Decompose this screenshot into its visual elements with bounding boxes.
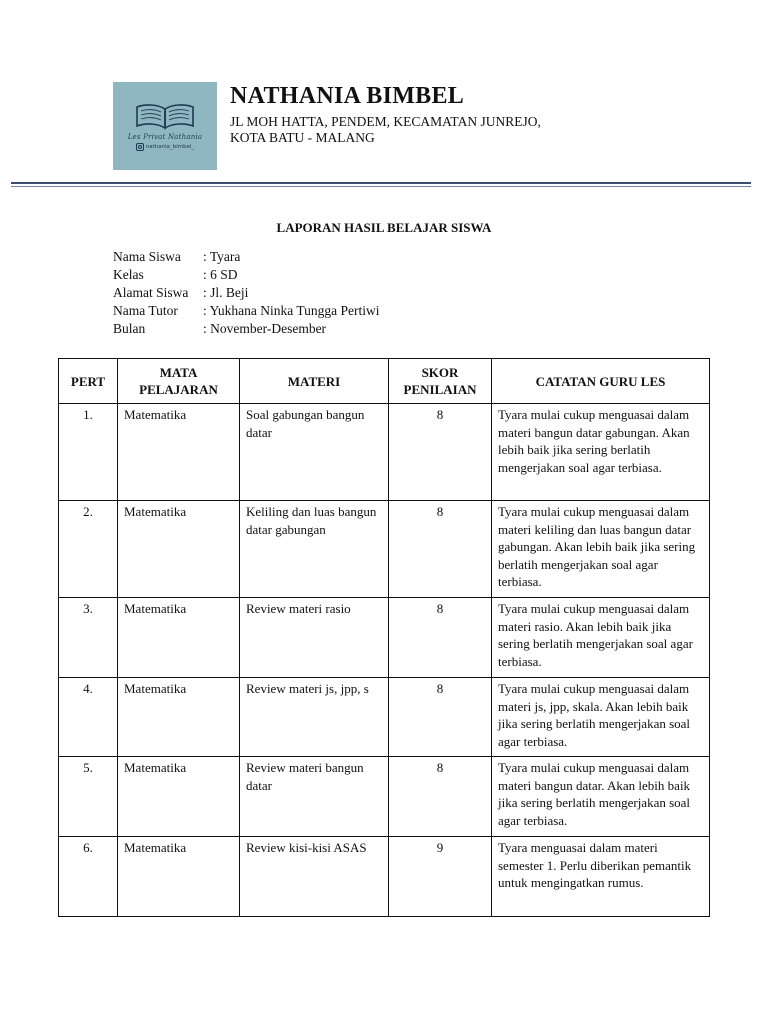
table-row [59,598,710,678]
header-pert: PERT [59,359,118,404]
table-row [59,404,710,501]
cell-subject: Matematika [118,598,240,678]
cell-pert: 5. [59,757,118,837]
cell-materi: Keliling dan luas bangun datar gabungan [240,501,389,598]
info-row-nama-siswa [113,249,380,267]
logo-handle [136,143,195,151]
cell-skor: 8 [389,404,492,501]
info-row-kelas [113,267,380,285]
cell-materi: Review materi js, jpp, s [240,678,389,757]
info-value: : Jl. Beji [203,285,249,300]
org-name: NATHANIA BIMBEL [230,83,465,109]
report-title: LAPORAN HASIL BELAJAR SISWA [276,220,492,235]
cell-skor: 8 [389,757,492,837]
cell-materi: Review materi bangun datar [240,757,389,837]
info-value: : Tyara [203,249,241,264]
header-catatan: CATATAN GURU LES [492,359,710,404]
student-info [113,249,380,339]
table-header-row [59,359,710,404]
header-skor-line1: SKOR [421,365,459,380]
cell-pert: 4. [59,678,118,757]
cell-subject: Matematika [118,404,240,501]
info-label: Bulan [113,321,146,336]
open-book-icon [133,101,197,131]
table-row [59,501,710,598]
cell-catatan: Tyara mulai cukup menguasai dalam materi js, jpp, skala. Akan lebih baik jika sering berlatih mengerjakan soal agar terbiasa. [492,678,710,757]
cell-skor: 9 [389,837,492,917]
cell-catatan: Tyara menguasai dalam materi semester 1. Perlu diberikan pemantik untuk mengingatkan rumus. [492,837,710,917]
info-row-alamat [113,285,380,303]
table-row [59,757,710,837]
header-mata-pelajaran [118,359,240,404]
header-skor-line2: PENILAIAN [403,382,477,397]
cell-pert: 1. [59,404,118,501]
org-address-line1: JL MOH HATTA, PENDEM, KECAMATAN JUNREJO, [230,114,541,129]
info-value: : November-Desember [203,321,327,336]
instagram-icon [136,143,144,151]
info-value: : 6 SD [203,267,238,282]
info-value: : Yukhana Ninka Tungga Pertiwi [203,303,380,318]
logo-handle-text: nathania_bimbel_ [145,144,195,150]
table-row [59,837,710,917]
logo-tagline: Les Privat Nathania [127,133,203,141]
cell-skor: 8 [389,501,492,598]
cell-materi: Review kisi-kisi ASAS [240,837,389,917]
header-divider [11,182,751,184]
org-address-line2: KOTA BATU - MALANG [230,130,375,145]
cell-subject: Matematika [118,837,240,917]
header-mata-line1: MATA [159,365,198,380]
cell-pert: 2. [59,501,118,598]
cell-catatan: Tyara mulai cukup menguasai dalam materi bangun datar gabungan. Akan lebih baik jika sering berlatih mengerjakan soal agar terbiasa. [492,404,710,501]
info-row-bulan [113,321,380,339]
report-table [58,358,710,917]
cell-subject: Matematika [118,678,240,757]
info-label: Kelas [113,267,144,282]
header-materi: MATERI [240,359,389,404]
cell-skor: 8 [389,678,492,757]
cell-catatan: Tyara mulai cukup menguasai dalam materi bangun datar. Akan lebih baik jika sering berlatih mengerjakan soal agar terbiasa. [492,757,710,837]
info-label: Nama Tutor [113,303,178,318]
cell-subject: Matematika [118,757,240,837]
cell-catatan: Tyara mulai cukup menguasai dalam materi keliling dan luas bangun datar gabungan. Akan lebih baik jika sering berlatih mengerjakan soal agar terbiasa. [492,501,710,598]
cell-skor: 8 [389,598,492,678]
info-label: Nama Siswa [113,249,181,264]
cell-materi: Soal gabungan bangun datar [240,404,389,501]
header-skor-penilaian [389,359,492,404]
cell-catatan: Tyara mulai cukup menguasai dalam materi rasio. Akan lebih baik jika sering berlatih mengerjakan soal agar terbiasa. [492,598,710,678]
cell-pert: 3. [59,598,118,678]
cell-pert: 6. [59,837,118,917]
cell-subject: Matematika [118,501,240,598]
table-row [59,678,710,757]
info-label: Alamat Siswa [113,285,189,300]
cell-materi: Review materi rasio [240,598,389,678]
logo [113,82,217,170]
header-divider-thin [11,186,751,187]
info-row-tutor [113,303,380,321]
header-mata-line2: PELAJARAN [139,382,218,397]
